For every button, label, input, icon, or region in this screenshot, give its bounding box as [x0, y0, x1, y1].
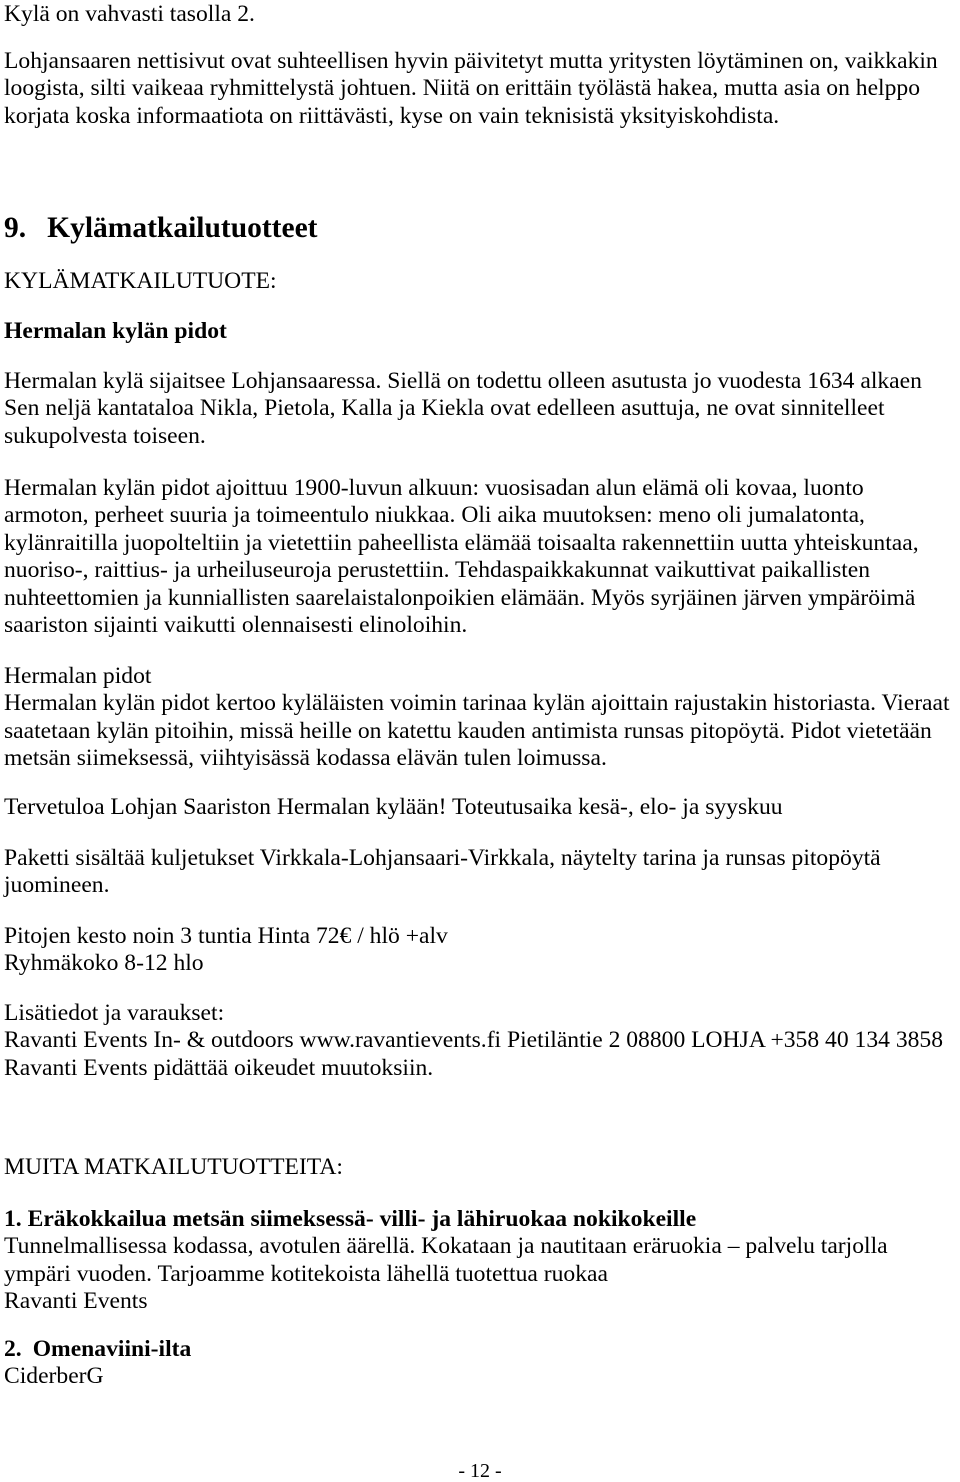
paragraph-line: Tervetuloa Lohjan Saariston Hermalan kylään! Toteutusaika kesä-, elo- ja syyskuu — [4, 794, 783, 820]
page-number: - 12 - — [458, 1460, 502, 1482]
paragraph-line: kylänraitilla juopolteltiin ja vietettiin paheellista elämää toisaalta rakennettiin uutta yhteiskuntaa, — [4, 529, 919, 556]
paragraph-line: Lisätiedot ja varaukset: — [4, 1000, 225, 1026]
other-product-heading — [4, 1336, 191, 1363]
paragraph-line: armoton, perheet suuria ja toimeentulo niukkaa. Oli aika muutoksen: meno oli jumalatonta, — [4, 502, 865, 529]
product-label — [4, 268, 277, 295]
paragraph-line: nuhteettomien ja kunniallisten saarelaistalonpoikien elämään. Myös syrjäinen järven ympäröimä — [4, 584, 916, 611]
paragraph-line: korjata koska informaatiota on riittävästi, kyse on vain teknisistä yksityiskohdista. — [4, 102, 780, 129]
contact-info-paragraph — [4, 1000, 943, 1082]
section-title: Kylämatkailutuotteet — [47, 212, 318, 244]
other-product-line: ympäri vuoden. Tarjoamme kotitekoista lähellä tuotettua ruokaa — [4, 1260, 608, 1287]
other-product-number: 2. — [4, 1336, 22, 1362]
section-heading — [4, 211, 318, 245]
other-products-label-text: MUITA MATKAILUTUOTTEITA: — [4, 1154, 343, 1180]
other-product-heading — [4, 1206, 888, 1233]
paragraph-line: Hermalan kylä sijaitsee Lohjansaaressa. Siellä on todettu olleen asutusta jo vuodesta 1634 alkaen — [4, 368, 922, 394]
product-name-text: Hermalan kylän pidot — [4, 318, 227, 344]
other-product-item — [4, 1206, 888, 1316]
other-product-line: Tunnelmallisessa kodassa, avotulen äärellä. Kokataan ja nautitaan eräruokia – palvelu tarjolla — [4, 1233, 888, 1260]
paragraph-line: Lohjansaaren nettisivut ovat suhteellisen hyvin päivitetyt mutta yritysten löytäminen on, vaikkakin — [4, 48, 938, 74]
paragraph-line: saariston sijainti vaikutti olennaisesti elinoloihin. — [4, 612, 468, 639]
other-product-line: CiderberG — [4, 1363, 104, 1390]
website-note-paragraph — [4, 48, 938, 130]
paragraph-line: Pitojen kesto noin 3 tuntia Hinta 72€ / hlö +alv — [4, 923, 448, 949]
paragraph-line: Kylä on vahvasti tasolla 2. — [4, 1, 255, 27]
other-product-title: Omenaviini-ilta — [32, 1336, 192, 1362]
other-products-label — [4, 1154, 343, 1181]
paragraph-line: sukupolvesta toiseen. — [4, 422, 206, 449]
product-name — [4, 318, 227, 345]
event-subheading: Hermalan pidot — [4, 663, 152, 689]
paragraph-line: Sen neljä kantataloa Nikla, Pietola, Kalla ja Kiekla ovat edelleen asuttuja, ne ovat sinnitelleet — [4, 395, 885, 422]
history-paragraph — [4, 475, 919, 639]
other-product-title: Eräkokkailua metsän siimeksessä- villi- ja lähiruokaa nokikokeille — [27, 1206, 697, 1232]
village-level-line — [4, 1, 255, 28]
paragraph-line: loogista, silti vaikeaa ryhmittelystä johtuen. Niitä on erittäin työlästä hakea, mutta asia on helppo — [4, 75, 920, 102]
paragraph-line: metsän siimeksessä, viihtyisässä kodassa elävän tulen loimussa. — [4, 745, 607, 772]
welcome-paragraph — [4, 794, 783, 821]
other-product-number: 1. — [4, 1206, 22, 1232]
paragraph-line: Ryhmäkoko 8-12 hlo — [4, 950, 204, 977]
paragraph-line: Hermalan kylän pidot kertoo kyläläisten voimin tarinaa kylän ajoittain rajustakin historiasta. Vieraat — [4, 690, 950, 717]
village-location-paragraph — [4, 368, 922, 450]
section-number: 9. — [4, 212, 27, 244]
paragraph-line: Paketti sisältää kuljetukset Virkkala-Lohjansaari-Virkkala, näytelty tarina ja runsas pitopöytä — [4, 845, 881, 871]
paragraph-line: Hermalan kylän pidot ajoittuu 1900-luvun alkuun: vuosisadan alun elämä oli kovaa, luonto — [4, 475, 864, 501]
other-product-line: Ravanti Events — [4, 1288, 148, 1315]
contact-details-line: Ravanti Events In- & outdoors www.ravantievents.fi Pietiläntie 2 08800 LOHJA +358 40 134 3858 — [4, 1027, 944, 1054]
product-label-text: KYLÄMATKAILUTUOTE: — [4, 268, 277, 294]
other-product-item — [4, 1336, 191, 1391]
paragraph-line: Ravanti Events pidättää oikeudet muutoksiin. — [4, 1054, 434, 1081]
paragraph-line: juomineen. — [4, 872, 110, 899]
event-description-paragraph — [4, 663, 950, 773]
duration-price-paragraph — [4, 923, 448, 978]
package-contents-paragraph — [4, 845, 881, 900]
paragraph-line: nuoriso-, raittius- ja urheiluseuroja perustettiin. Tehdaspaikkakunnat vaikuttivat paikallisten — [4, 557, 871, 584]
paragraph-line: saatetaan kylän pitoihin, missä heille on katettu kauden antimista runsas pitopöytä. Pidot vietetään — [4, 717, 932, 744]
